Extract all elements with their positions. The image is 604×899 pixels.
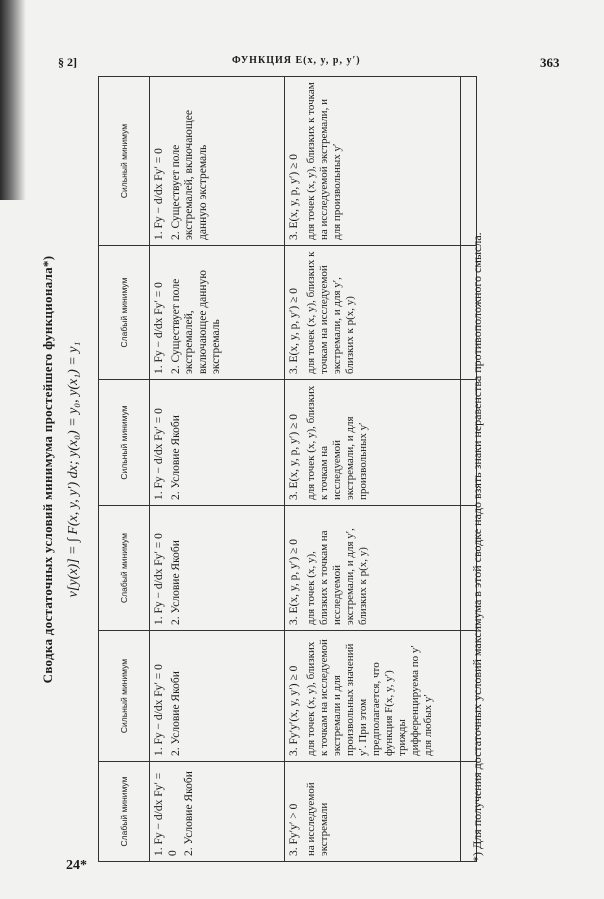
second-condition: 2. Существует поле экстремалей, включающее данную экстремаль: [169, 110, 209, 240]
euler-condition: 1. Fy − d/dx Fy′ = 0: [153, 664, 165, 756]
condition-description: для точек (x, y), близких к точкам на исследуемой экстремали и для произвольных значений y′. При этом предполагается, что функция F(x, y, y′) трижды дифференцируема по y′ для любых y′: [304, 639, 434, 756]
table-header-row: [99, 77, 150, 862]
second-condition: 2. Условие Якоби: [183, 771, 195, 856]
table-cell: [285, 506, 477, 631]
table-cell: [285, 77, 477, 246]
table-cell: [150, 506, 285, 631]
second-condition: 2. Условие Якоби: [169, 540, 182, 625]
page-number: 363: [540, 55, 560, 70]
rotated-content: [30, 77, 550, 862]
footnote: *) Для получения достаточных условий максимума в этой сводке надо взять знаки неравенства противоположного смысла.: [460, 77, 485, 862]
euler-condition: 1. Fy − d/dx Fy′ = 0: [153, 408, 165, 500]
third-condition: 3. E(x, y, p, y′) ≥ 0: [288, 413, 300, 500]
condition-description: для точек (x, y), близких к точкам на исследуемой экстремали, и для y′, близких к p(x, y): [304, 251, 356, 374]
table-cell: [285, 246, 477, 380]
table-cell: [150, 380, 285, 506]
second-condition: 2. Условие Якоби: [169, 671, 182, 756]
table-row: [285, 77, 477, 862]
euler-condition: 1. Fy − d/dx Fy′ = 0: [153, 282, 165, 374]
condition-description: для точек (x, y), близких к точкам на исследуемой экстремали, и для произвольных y′: [304, 385, 369, 500]
scan-edge: [0, 0, 26, 200]
table-row: [150, 77, 285, 862]
column-header: Слабый минимум: [99, 762, 150, 862]
table-cell: [150, 762, 285, 862]
second-condition: 2. Условие Якоби: [169, 415, 182, 500]
euler-condition: 1. Fy − d/dx Fy′ = 0: [153, 148, 165, 240]
table-cell: [150, 631, 285, 762]
table-cell: [285, 380, 477, 506]
table-title: Сводка достаточных условий минимума простейшего функционала*): [40, 255, 55, 684]
condition-description: для точек (x, y), близких к точкам на исследуемой экстремали, и для произвольных y′: [304, 82, 343, 240]
table-cell: [285, 762, 477, 862]
euler-condition: 1. Fy − d/dx Fy′ = 0: [153, 533, 165, 625]
third-condition: 3. E(x, y, p, y′) ≥ 0: [288, 538, 300, 625]
third-condition: 3. E(x, y, p, y′) ≥ 0: [288, 287, 300, 374]
third-condition: 3. Fy′y′ > 0: [288, 803, 300, 856]
column-header: Сильный минимум: [99, 631, 150, 762]
table-cell: [150, 77, 285, 246]
condition-description: на исследуемой экстремали: [304, 782, 330, 856]
column-header: Сильный минимум: [99, 380, 150, 506]
table-cell: [150, 246, 285, 380]
column-header: Слабый минимум: [99, 246, 150, 380]
euler-condition: 1. Fy − d/dx Fy′ = 0: [153, 772, 179, 856]
third-condition: 3. Fy′y′(x, y, y′) ≥ 0: [288, 665, 300, 756]
column-header: Сильный минимум: [99, 77, 150, 246]
column-header: Слабый минимум: [99, 506, 150, 631]
running-title: ФУНКЦИЯ E(x, y, p, y′): [232, 55, 361, 66]
condition-description: для точек (x, y), близких к точкам на исследуемой экстремали, и для y′, близких к p(x, y): [304, 528, 369, 625]
conditions-table: [98, 76, 477, 862]
signature-mark: 24*: [66, 858, 87, 873]
third-condition: 3. E(x, y, p, y′) ≥ 0: [288, 153, 300, 240]
table-cell: [285, 631, 477, 762]
second-condition: 2. Существует поле экстремалей, включающее данную экстремаль: [169, 270, 222, 374]
functional-formula: v[y(x)] = ∫ F(x, y, y′) dx; y(x₀) = y₀, y(x₁) = y₁: [66, 341, 81, 598]
section-number: § 2]: [58, 55, 77, 69]
